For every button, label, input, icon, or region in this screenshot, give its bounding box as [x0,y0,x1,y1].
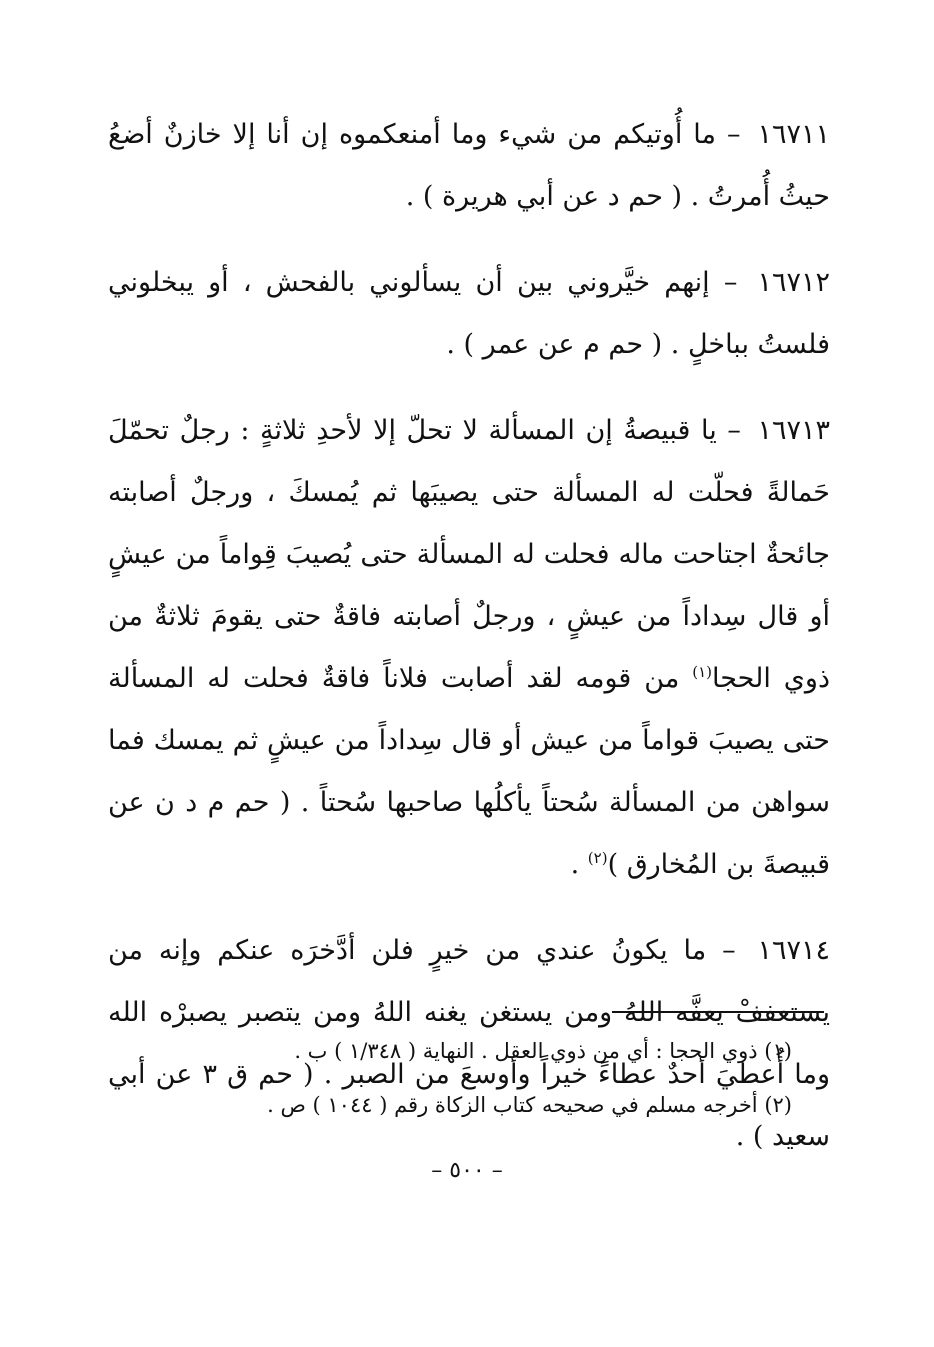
hadith-16713 [108,400,830,896]
dash: – [727,415,741,446]
dash: – [723,267,738,298]
hadith-16711 [108,104,830,228]
hadith-text: ما يكونُ عندي من خيرٍ فلن أدَّخرَه عنكم وإنه من يستعففْ يعفَّه اللهُ ومن يستغن يغنه اللهُ ومن يتصبر يصبرْه الله وما أُعطيَ أحدٌ عطاءً خيراً وأوسعَ من الصبر . ( حم ق ٣ عن أبي سعيد ) . [108,935,831,1152]
dash: – [727,119,741,150]
hadith-text-end: . [570,849,588,880]
hadith-text: يا قبيصةُ إن المسألة لا تحلّ إلا لأحدِ ثلاثةٍ : رجلٌ تحمّلَ حَمالةً فحلّت له المسألة حتى يصيبَها ثم يُمسكَ ، ورجلٌ أصابته جائحةٌ اجتاحت ماله فحلت له المسألة حتى يُصيبَ قِواماً من عيشٍ أو قال سِداداً من عيشٍ ، ورجلٌ أصابته فاقةٌ حتى يقومَ ثلاثةٌ من ذوي الحجا [108,415,830,694]
hadith-number: ١٦٧١٣ [757,415,830,446]
hadith-text-continued: من قومه لقد أصابت فلاناً فاقةٌ فحلت له المسألة حتى يصيبَ قواماً من عيش أو قال سِداداً من عيشٍ ثم يمسك فما سواهن من المسألة سُحتاً يأكلُها صاحبها سُحتاً . ( حم م د ن عن قبيصةَ بن المُخارق ) [108,663,830,880]
hadith-number: ١٦٧١٤ [757,935,830,966]
footnote-ref-2[interactable]: (٢) [587,849,608,867]
footnote-1: (١) ذوي الحجا : أي من ذوي العقل . النهاية ( ١/٣٤٨ ) ب . [294,1039,792,1063]
hadith-number: ١٦٧١٢ [757,267,830,298]
footnote-2: (٢) أخرجه مسلم في صحيحه كتاب الزكاة رقم ( ١٠٤٤ ) ص . [267,1093,792,1117]
hadith-text: ما أُوتيكم من شيء وما أمنعكموه إن أنا إلا خازنٌ أضعُ حيثُ أُمرتُ . ( حم د عن أبي هريرة ) . [108,119,830,212]
hadith-text: إنهم خيَّروني بين أن يسألوني بالفحش ، أو يبخلوني فلستُ بباخلٍ . ( حم م عن عمر ) . [108,267,830,360]
dash: – [722,935,736,966]
footnotes [150,1024,792,1132]
hadith-number: ١٦٧١١ [757,119,831,150]
hadith-16712 [108,252,830,376]
page-number: – ٥٠٠ – [431,1158,503,1183]
footnote-divider [612,1011,824,1013]
footnote-ref-1[interactable]: (١) [692,663,713,681]
